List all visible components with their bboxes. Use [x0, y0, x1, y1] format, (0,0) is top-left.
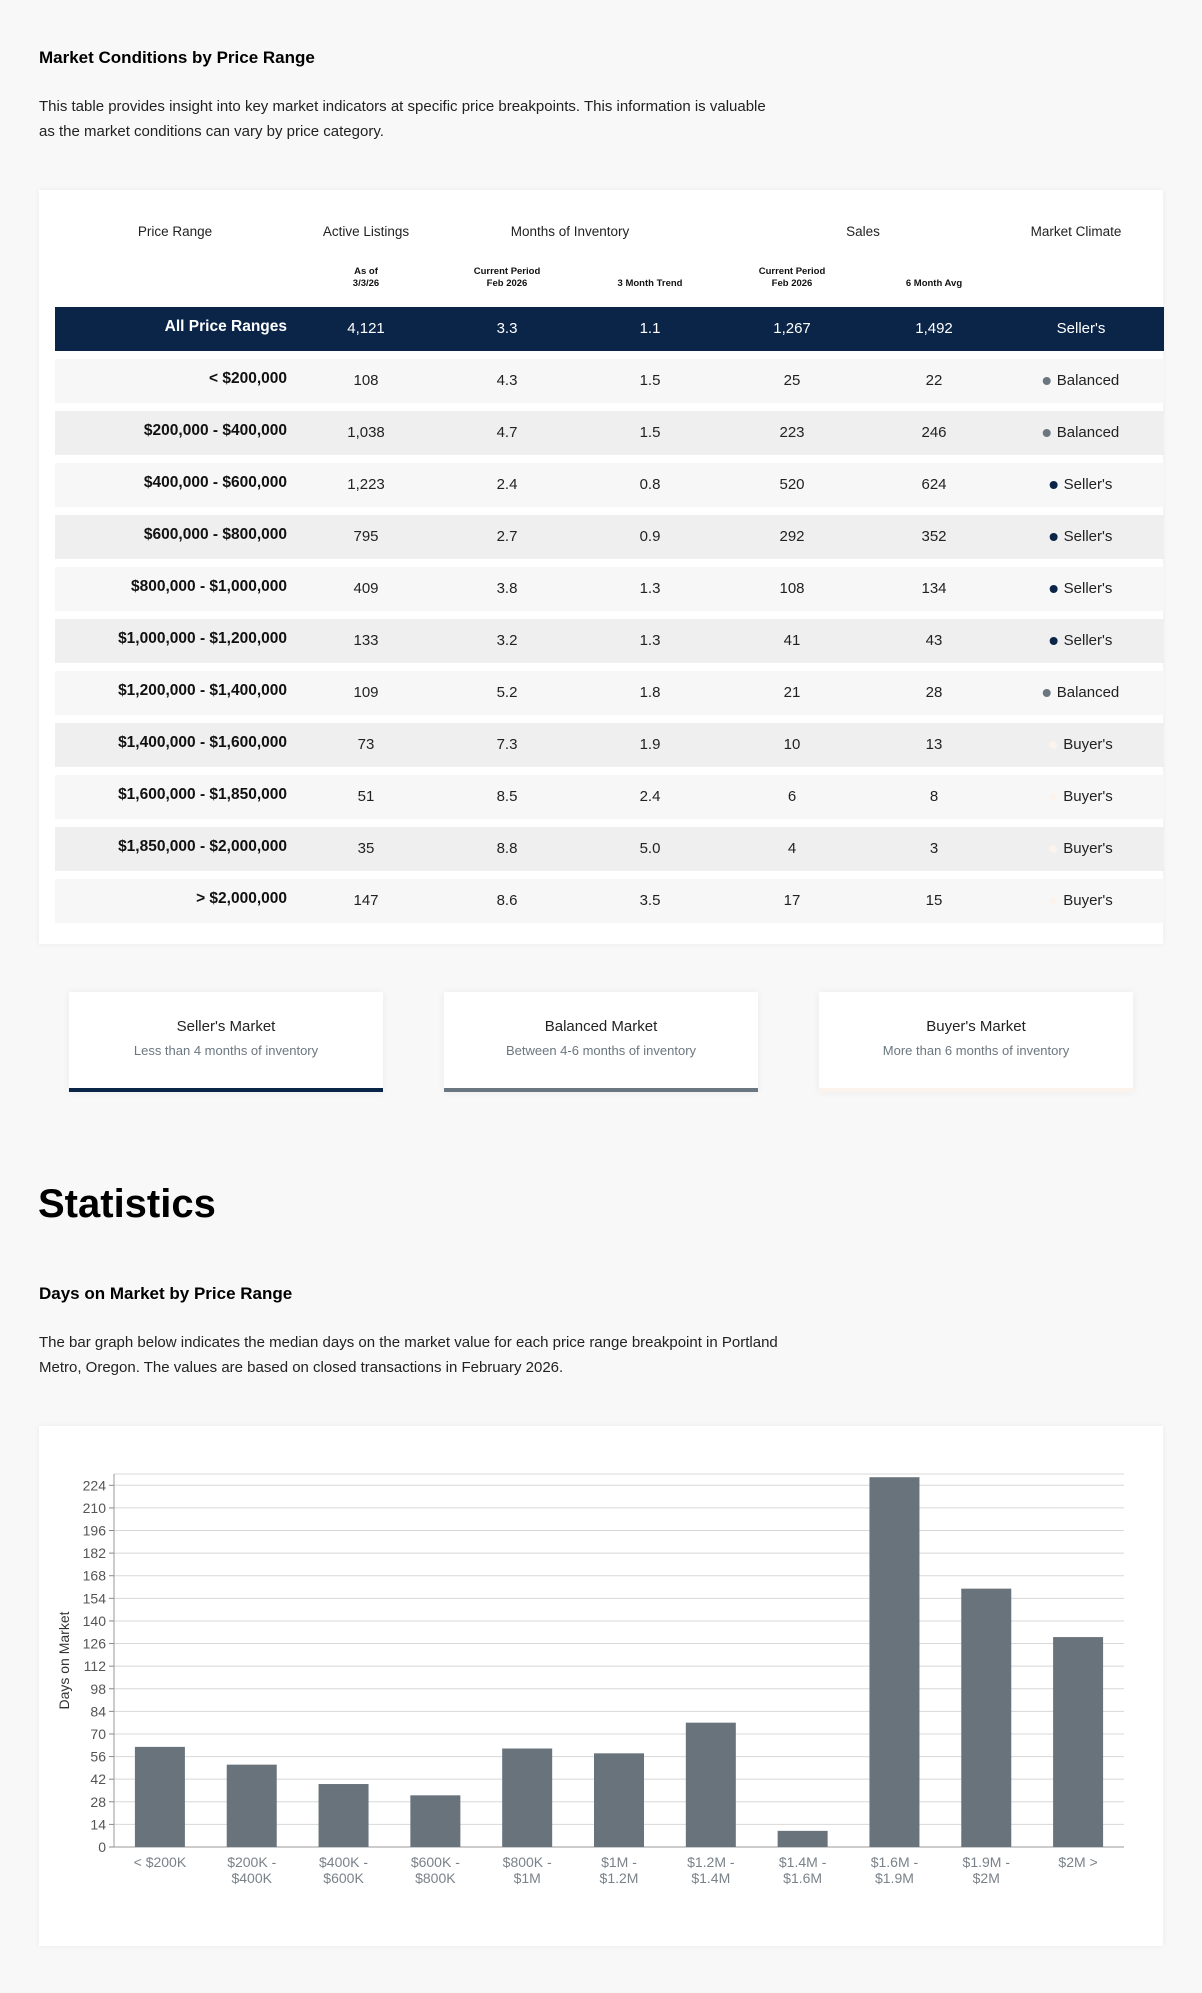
climate-label: Balanced — [1056, 684, 1120, 701]
cell-sales: 21 — [783, 684, 801, 701]
cell-active-listings: 1,223 — [347, 476, 385, 493]
legend-color-bar — [69, 1088, 383, 1092]
cell-sales: 6 — [787, 788, 797, 805]
cell-price-range: $1,850,000 - $2,000,000 — [118, 838, 287, 855]
subheader-sales-current-period — [759, 266, 826, 290]
climate-dot-icon — [1043, 689, 1051, 697]
cell-active-listings: 1,038 — [347, 424, 385, 441]
subheader-sales-current-line2: Feb 2026 — [771, 278, 813, 289]
climate-indicator — [1050, 515, 1113, 559]
x-tick-label: $200K - — [227, 1854, 277, 1870]
cell-active-listings: 795 — [353, 528, 379, 545]
cell-active-listings: 4,121 — [347, 320, 385, 337]
cell-3-month-trend: 1.9 — [639, 736, 661, 753]
bar — [227, 1765, 277, 1847]
cell-sales: 108 — [779, 580, 805, 597]
bar — [319, 1784, 369, 1847]
cell-3-month-trend: 1.5 — [639, 372, 661, 389]
subheader-current-period-line2: Feb 2026 — [486, 278, 528, 289]
y-axis-label: Days on Market — [56, 1611, 72, 1710]
cell-months-inventory: 3.8 — [496, 580, 518, 597]
legend-card-subtitle: More than 6 months of inventory — [882, 1043, 1070, 1058]
bar — [502, 1749, 552, 1847]
cell-6-month-avg: 1,492 — [915, 320, 953, 337]
cell-price-range: $200,000 - $400,000 — [143, 422, 287, 439]
cell-3-month-trend: 2.4 — [639, 788, 661, 805]
cell-months-inventory: 3.2 — [496, 632, 518, 649]
x-tick-label: $800K — [415, 1870, 456, 1886]
climate-label: Seller's — [1063, 528, 1113, 545]
table-row — [55, 619, 1164, 663]
y-tick-label: 42 — [90, 1771, 106, 1788]
cell-market-climate — [1050, 567, 1113, 611]
x-tick-label: $600K — [323, 1870, 364, 1886]
climate-label: Buyer's — [1063, 892, 1113, 909]
table-row — [55, 671, 1164, 715]
cell-active-listings: 409 — [353, 580, 379, 597]
cell-price-range: $600,000 - $800,000 — [143, 526, 287, 543]
cell-market-climate — [1049, 775, 1113, 819]
cell-price-range: $1,400,000 - $1,600,000 — [118, 734, 287, 751]
cell-price-range: > $2,000,000 — [196, 890, 287, 907]
cell-sales: 520 — [779, 476, 805, 493]
x-tick-label: $1.9M — [874, 1870, 914, 1886]
subheader-current-period — [474, 266, 541, 290]
bar — [1053, 1637, 1103, 1847]
cell-6-month-avg: 15 — [925, 892, 943, 909]
climate-label: Seller's — [1056, 320, 1106, 337]
x-tick-label: $1.6M - — [870, 1854, 919, 1870]
cell-6-month-avg: 134 — [921, 580, 947, 597]
subheader-as-of-line2: 3/3/26 — [352, 278, 380, 289]
cell-market-climate — [1049, 879, 1113, 923]
y-tick-label: 196 — [82, 1522, 106, 1539]
cell-6-month-avg: 624 — [921, 476, 947, 493]
table-summary-row — [55, 307, 1164, 351]
cell-months-inventory: 5.2 — [496, 684, 518, 701]
x-tick-label: $1M — [513, 1870, 541, 1886]
legend-card-title: Buyer's Market — [926, 1018, 1026, 1035]
climate-label: Seller's — [1063, 632, 1113, 649]
x-tick-label: $1.2M — [599, 1870, 639, 1886]
cell-sales: 292 — [779, 528, 805, 545]
y-tick-label: 70 — [90, 1725, 106, 1742]
header-price-range: Price Range — [137, 224, 213, 239]
y-tick-label: 182 — [82, 1545, 106, 1562]
header-months-inventory: Months of Inventory — [510, 224, 630, 239]
statistics-title: Statistics — [38, 1182, 216, 1226]
table-row — [55, 775, 1164, 819]
header-market-climate: Market Climate — [1030, 224, 1122, 239]
cell-3-month-trend: 1.8 — [639, 684, 661, 701]
cell-market-climate — [1057, 307, 1106, 351]
legend-card-subtitle: Less than 4 months of inventory — [133, 1043, 319, 1058]
x-tick-label: $2M > — [1058, 1854, 1098, 1870]
legend-card-title: Seller's Market — [176, 1018, 276, 1035]
cell-active-listings: 73 — [357, 736, 375, 753]
dom-description: The bar graph below indicates the median days on the market value for each price range breakpoint in Portland Metro, Oregon. The values are based on closed transactions in February 2026. — [39, 1334, 778, 1376]
cell-6-month-avg: 3 — [929, 840, 939, 857]
legend-card — [69, 992, 383, 1092]
cell-3-month-trend: 5.0 — [639, 840, 661, 857]
y-tick-label: 210 — [82, 1499, 106, 1516]
cell-months-inventory: 3.3 — [496, 320, 518, 337]
legend-color-bar — [819, 1088, 1133, 1092]
climate-dot-icon — [1049, 741, 1057, 749]
climate-indicator — [1043, 671, 1120, 715]
table-row — [55, 827, 1164, 871]
legend-card — [819, 992, 1133, 1092]
climate-label: Seller's — [1063, 580, 1113, 597]
climate-dot-icon — [1049, 897, 1057, 905]
y-tick-label: 98 — [90, 1680, 106, 1697]
cell-market-climate — [1043, 671, 1120, 715]
table-row — [55, 411, 1164, 455]
x-tick-label: $1.4M — [691, 1870, 731, 1886]
y-tick-label: 126 — [82, 1635, 106, 1652]
climate-indicator — [1049, 827, 1113, 871]
y-tick-label: 56 — [90, 1748, 106, 1765]
x-tick-label: < $200K — [133, 1854, 187, 1870]
y-tick-label: 28 — [90, 1793, 106, 1810]
bar — [869, 1477, 919, 1847]
cell-active-listings: 133 — [353, 632, 379, 649]
climate-indicator — [1057, 307, 1106, 351]
legend-color-bar — [444, 1088, 758, 1092]
cell-active-listings: 109 — [353, 684, 379, 701]
cell-months-inventory: 8.8 — [496, 840, 518, 857]
x-tick-label: $800K - — [502, 1854, 552, 1870]
table-row — [55, 723, 1164, 767]
cell-active-listings: 51 — [357, 788, 375, 805]
climate-indicator — [1050, 567, 1113, 611]
cell-months-inventory: 8.6 — [496, 892, 518, 909]
bar — [961, 1589, 1011, 1847]
table-row — [55, 879, 1164, 923]
bar — [410, 1795, 460, 1847]
cell-6-month-avg: 8 — [929, 788, 939, 805]
y-tick-label: 14 — [90, 1816, 106, 1833]
legend-card-subtitle: Between 4-6 months of inventory — [505, 1043, 697, 1058]
y-tick-label: 84 — [90, 1703, 106, 1720]
cell-6-month-avg: 13 — [925, 736, 943, 753]
climate-label: Balanced — [1056, 372, 1120, 389]
table-row — [55, 515, 1164, 559]
subheader-current-period-line1: Current Period — [473, 266, 541, 277]
climate-indicator — [1049, 723, 1113, 767]
x-tick-label: $1.9M - — [962, 1854, 1011, 1870]
climate-dot-icon — [1050, 481, 1058, 489]
y-tick-label: 140 — [82, 1612, 106, 1629]
climate-dot-icon — [1043, 429, 1051, 437]
cell-price-range: All Price Ranges — [164, 318, 287, 335]
cell-3-month-trend: 0.8 — [639, 476, 661, 493]
table-row — [55, 359, 1164, 403]
subheader-6-month-avg: 6 Month Avg — [905, 278, 963, 289]
dom-bar-chart — [39, 1426, 1163, 1946]
cell-market-climate — [1050, 515, 1113, 559]
cell-market-climate — [1049, 827, 1113, 871]
cell-sales: 4 — [787, 840, 797, 857]
cell-sales: 25 — [783, 372, 801, 389]
cell-price-range: < $200,000 — [208, 370, 287, 387]
x-tick-label: $600K - — [410, 1854, 460, 1870]
cell-sales: 223 — [779, 424, 805, 441]
climate-dot-icon — [1050, 533, 1058, 541]
y-tick-label: 154 — [82, 1590, 106, 1607]
cell-market-climate — [1043, 411, 1120, 455]
cell-active-listings: 35 — [357, 840, 375, 857]
climate-indicator — [1043, 359, 1120, 403]
cell-sales: 1,267 — [773, 320, 811, 337]
cell-active-listings: 147 — [353, 892, 379, 909]
legend-card-title: Balanced Market — [544, 1018, 658, 1035]
table-header — [39, 190, 1163, 310]
cell-months-inventory: 2.4 — [496, 476, 518, 493]
cell-3-month-trend: 1.3 — [639, 632, 661, 649]
climate-dot-icon — [1049, 793, 1057, 801]
subheader-as-of — [353, 266, 379, 290]
market-conditions-table — [39, 190, 1163, 944]
subheader-as-of-line1: As of — [354, 266, 378, 277]
bar — [594, 1753, 644, 1847]
cell-6-month-avg: 22 — [925, 372, 943, 389]
cell-3-month-trend: 1.1 — [639, 320, 661, 337]
cell-months-inventory: 2.7 — [496, 528, 518, 545]
climate-label: Buyer's — [1063, 840, 1113, 857]
table-row — [55, 463, 1164, 507]
climate-indicator — [1049, 879, 1113, 923]
y-tick-label: 168 — [82, 1567, 106, 1584]
cell-price-range: $800,000 - $1,000,000 — [131, 578, 287, 595]
cell-price-range: $400,000 - $600,000 — [143, 474, 287, 491]
legend-card — [444, 992, 758, 1092]
x-tick-label: $2M — [972, 1870, 1000, 1886]
x-tick-label: $1.2M - — [687, 1854, 735, 1870]
climate-label: Seller's — [1063, 476, 1113, 493]
x-tick-label: $1M - — [601, 1854, 637, 1870]
x-tick-label: $400K - — [319, 1854, 369, 1870]
cell-price-range: $1,200,000 - $1,400,000 — [118, 682, 287, 699]
y-tick-label: 112 — [83, 1658, 106, 1675]
cell-3-month-trend: 1.5 — [639, 424, 661, 441]
cell-months-inventory: 8.5 — [496, 788, 518, 805]
market-conditions-description: This table provides insight into key market indicators at specific price breakpoints. This information is valuable as the market conditions can vary by price category. — [39, 98, 766, 140]
header-sales: Sales — [846, 224, 880, 239]
cell-market-climate — [1043, 359, 1120, 403]
climate-dot-icon — [1050, 637, 1058, 645]
dom-chart-card — [39, 1426, 1163, 1946]
y-tick-label: 0 — [98, 1839, 106, 1855]
cell-months-inventory: 4.7 — [496, 424, 518, 441]
climate-dot-icon — [1049, 845, 1057, 853]
y-tick-label: 224 — [82, 1477, 106, 1494]
climate-indicator — [1050, 463, 1113, 507]
climate-label: Buyer's — [1063, 736, 1113, 753]
subheader-3-month-trend: 3 Month Trend — [617, 278, 683, 289]
cell-sales: 10 — [783, 736, 801, 753]
cell-market-climate — [1050, 463, 1113, 507]
cell-3-month-trend: 1.3 — [639, 580, 661, 597]
cell-6-month-avg: 28 — [925, 684, 943, 701]
market-conditions-title: Market Conditions by Price Range — [39, 48, 315, 67]
cell-6-month-avg: 43 — [925, 632, 943, 649]
cell-6-month-avg: 246 — [921, 424, 947, 441]
header-active-listings: Active Listings — [322, 224, 410, 239]
climate-label: Balanced — [1056, 424, 1120, 441]
climate-label: Buyer's — [1063, 788, 1113, 805]
bar — [135, 1747, 185, 1847]
cell-sales: 17 — [783, 892, 801, 909]
bar — [686, 1723, 736, 1847]
dom-title: Days on Market by Price Range — [39, 1284, 293, 1303]
cell-market-climate — [1050, 619, 1113, 663]
subheader-sales-current-line1: Current Period — [758, 266, 826, 277]
cell-price-range: $1,600,000 - $1,850,000 — [118, 786, 287, 803]
cell-3-month-trend: 3.5 — [639, 892, 661, 909]
climate-dot-icon — [1050, 585, 1058, 593]
cell-3-month-trend: 0.9 — [639, 528, 661, 545]
climate-indicator — [1043, 411, 1120, 455]
x-tick-label: $400K — [231, 1870, 272, 1886]
bar — [778, 1831, 828, 1847]
cell-sales: 41 — [783, 632, 801, 649]
x-tick-label: $1.6M — [783, 1870, 823, 1886]
cell-active-listings: 108 — [353, 372, 379, 389]
climate-indicator — [1050, 619, 1113, 663]
cell-price-range: $1,000,000 - $1,200,000 — [118, 630, 287, 647]
table-row — [55, 567, 1164, 611]
cell-months-inventory: 7.3 — [496, 736, 518, 753]
x-tick-label: $1.4M - — [778, 1854, 827, 1870]
cell-market-climate — [1049, 723, 1113, 767]
cell-months-inventory: 4.3 — [496, 372, 518, 389]
climate-dot-icon — [1043, 377, 1051, 385]
climate-indicator — [1049, 775, 1113, 819]
cell-6-month-avg: 352 — [921, 528, 947, 545]
